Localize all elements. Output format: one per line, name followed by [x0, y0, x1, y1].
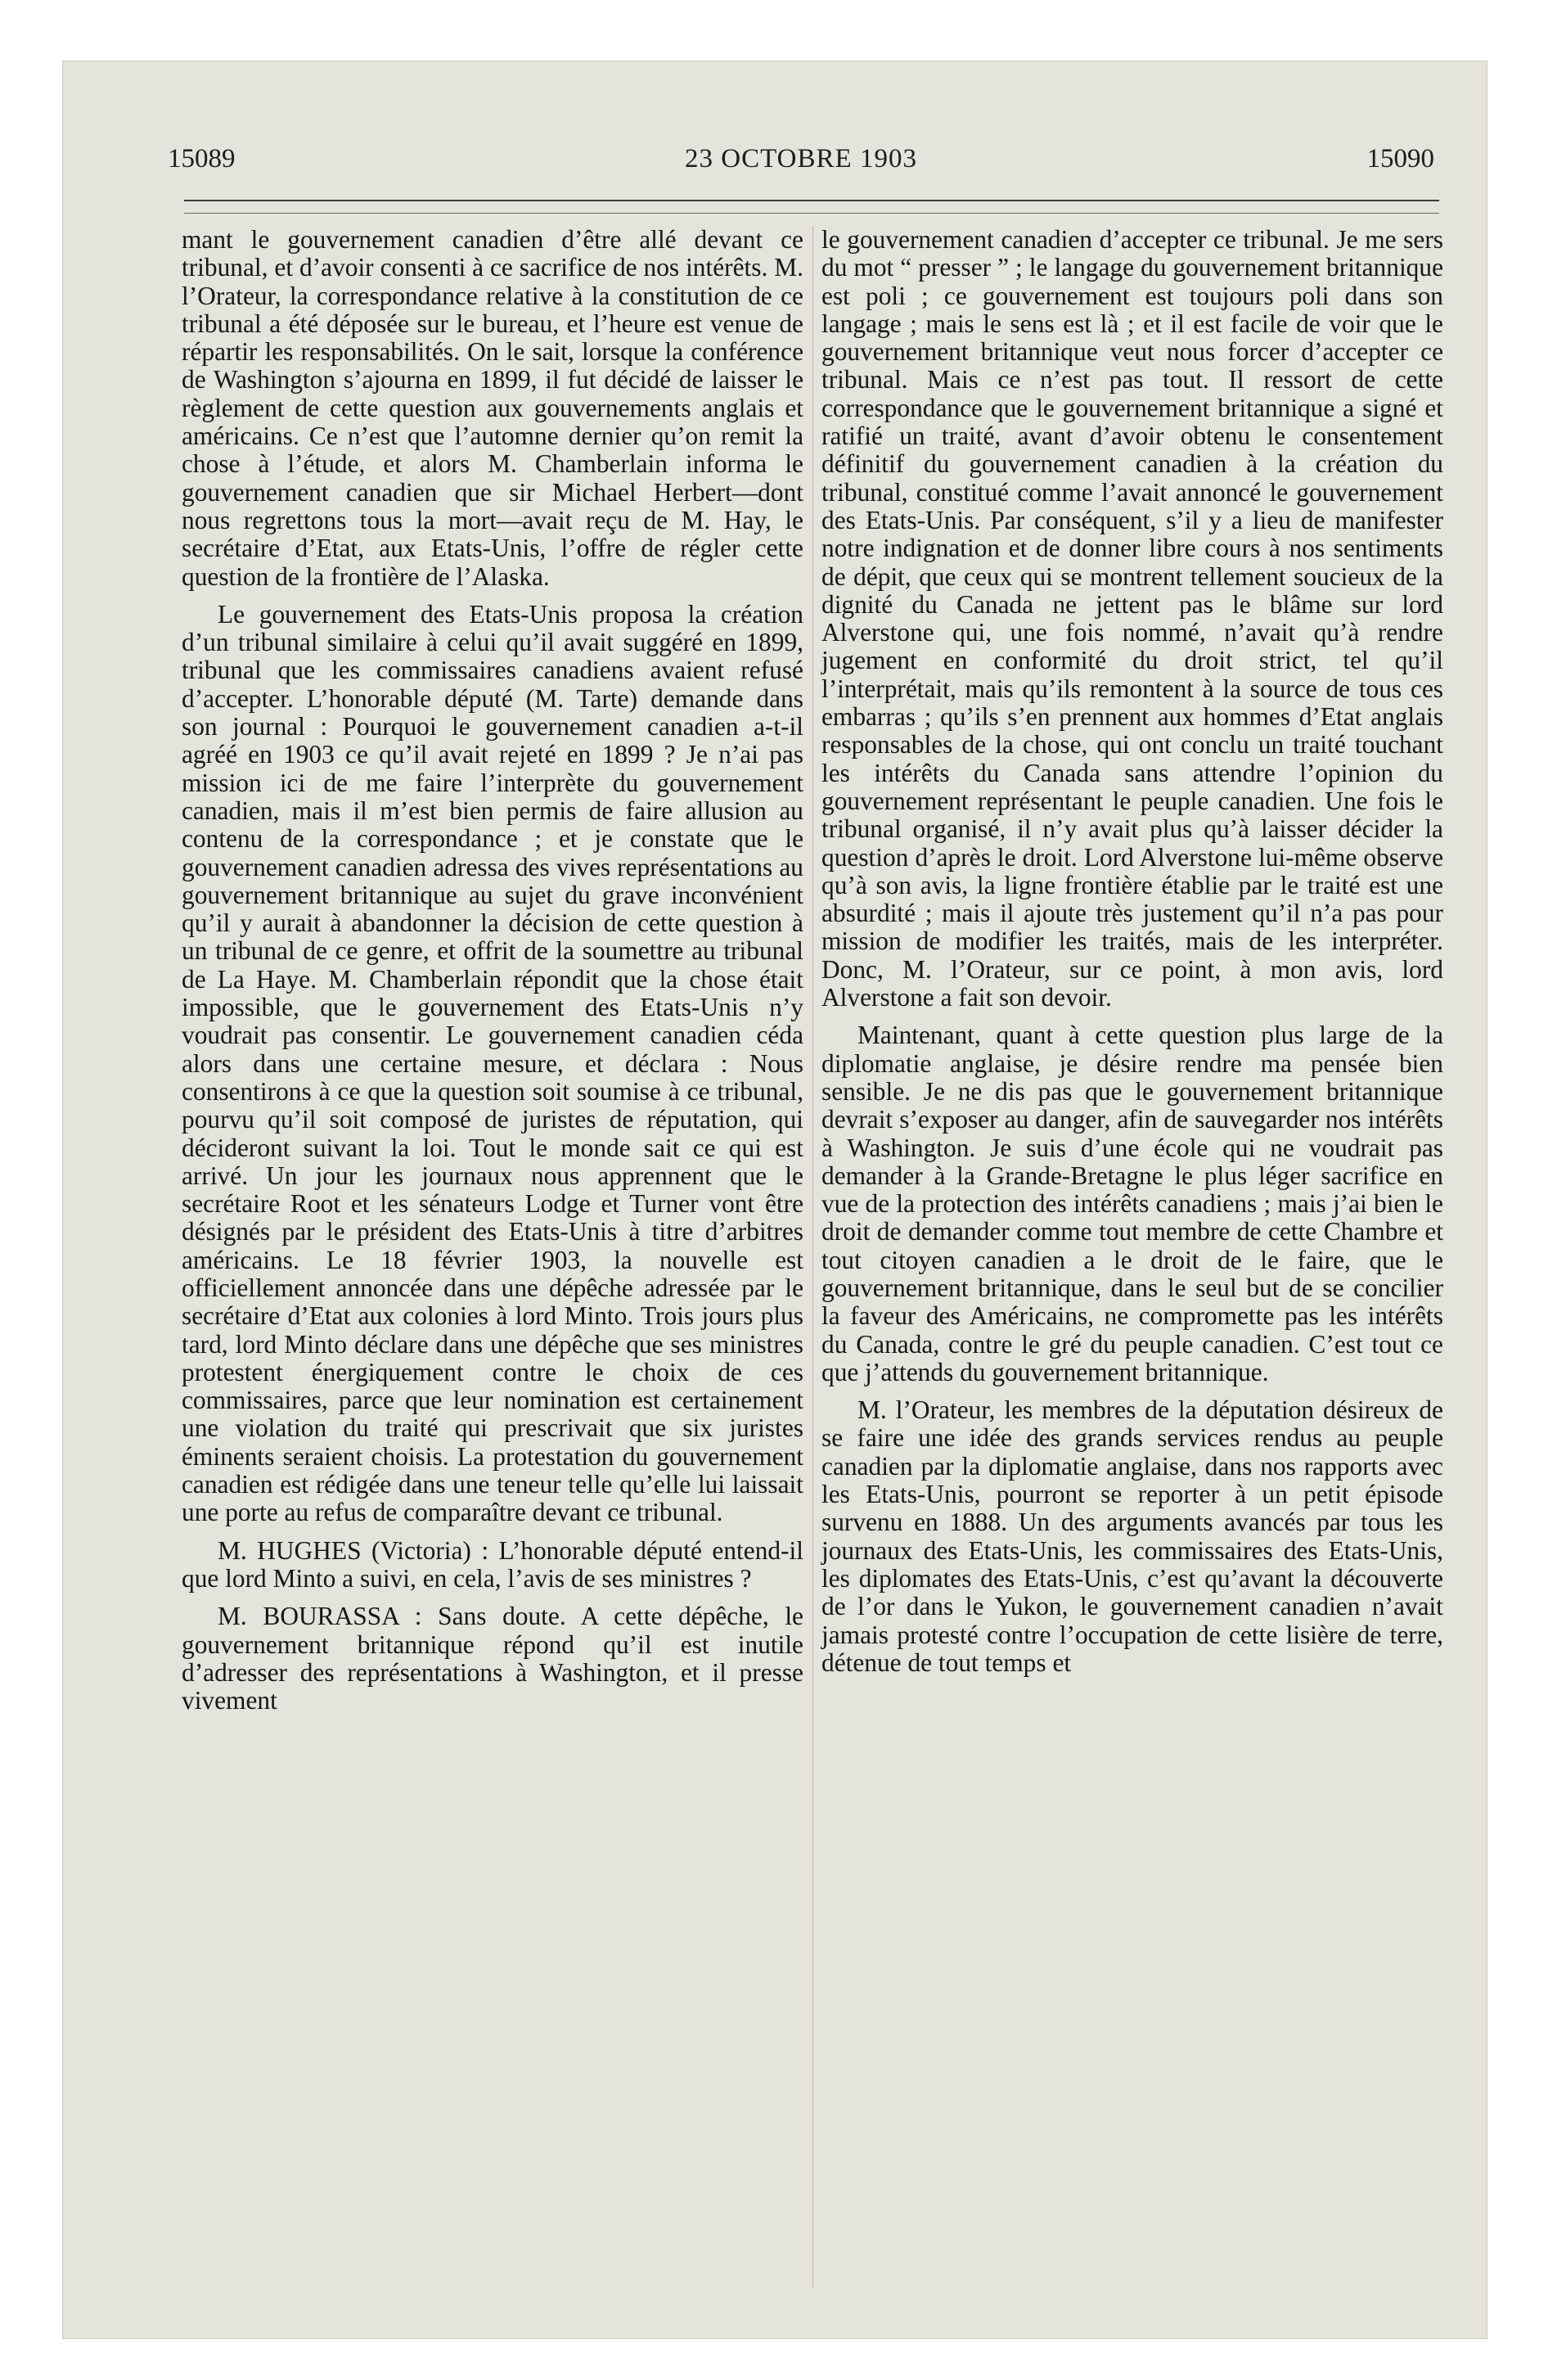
paragraph: Le gouvernement des Etats-Unis proposa la création d’un tribunal similaire à celui qu’il avait suggéré en 1899, tribunal que les commissaires canadiens avaient refusé d’accepter. L’honorable député (M. Tarte) demande dans son journal : Pourquoi le gouvernement canadien a-t-il agréé en 1903 ce qu’il avait rejeté en 1899 ? Je n’ai pas mission ici de me faire l’interprète du gouvernement canadien, mais il m’est bien permis de faire allusion au contenu de la correspondance ; et je constate que le gouvernement canadien adressa des vives représentations au gouvernement britannique au sujet du grave inconvénient qu’il y aurait à abandonner la décision de cette question à un tribunal de ce genre, et offrit de la soumettre au tribunal de La Haye. M. Chamberlain répondit que la chose était impossible, que le gouvernement des Etats-Unis n’y voudrait pas consentir. Le gouvernement canadien céda alors dans une certaine mesure, et déclara : Nous consentirons à ce que la question soit soumise à ce tribunal, pourvu qu’il soit composé de juristes de réputation, qui décideront suivant la loi. Tout le monde sait ce qui est arrivé. Un jour les journaux nous apprennent que le secrétaire Root et les sénateurs Lodge et Turner vont être désignés par le président des Etats-Unis à titre d’arbitres américains. Le 18 février 1903, la nouvelle est officiellement annoncée dans une dépêche adressée par le secrétaire d’Etat aux colonies à lord Minto. Trois jours plus tard, lord Minto déclare dans une dépêche que ses ministres protestent énergiquement contre le choix de ces commissaires, parce que leur nomination est certainement une violation du traité qui prescrivait que six juristes éminents seraient choisis. La protestation du gouvernement canadien est rédigée dans une teneur telle qu’elle lui laissait une porte au refus de comparaître devant ce tribunal.	[182, 599, 803, 1527]
paragraph: M. HUGHES (Victoria) : L’honorable député entend-il que lord Minto a suivi, en cela, l’avis de ses ministres ?	[182, 1535, 803, 1593]
page-header	[168, 139, 1434, 188]
header-rule-thin	[184, 213, 1439, 214]
paragraph: le gouvernement canadien d’accepter ce tribunal. Je me sers du mot “ presser ” ; le langage du gouvernement britannique est poli ; ce gouvernement est toujours poli dans son langage ; mais le sens est là ; et il est facile de voir que le gouvernement britannique veut nous forcer d’accepter ce tribunal. Mais ce n’est pas tout. Il ressort de cette correspondance que le gouvernement britannique a signé et ratifié un traité, avant d’avoir obtenu le consentement définitif du gouvernement canadien à la création du tribunal, constitué comme l’avait annoncé le gouvernement des Etats-Unis. Par conséquent, s’il y a lieu de manifester notre indignation et de donner libre cours à nos sentiments de dépit, que ceux qui se montrent tellement soucieux de la dignité du Canada ne jettent pas le blâme sur lord Alverstone qui, une fois nommé, n’avait qu’à rendre jugement en conformité du droit strict, tel qu’il l’interprétait, mais qu’ils remontent à la source de tous ces embarras ; qu’ils s’en prennent aux hommes d’Etat anglais responsables de la chose, qui ont conclu un traité touchant les intérêts du Canada sans attendre l’opinion du gouvernement représentant le peuple canadien. Une fois le tribunal organisé, il n’y avait plus qu’à laisser décider la question d’après le droit. Lord Alverstone lui-même observe qu’à son avis, la ligne frontière établie par le traité est une absurdité ; mais il ajoute très justement qu’il n’a pas pour mission de modifier les traités, mais de les interpréter. Donc, M. l’Orateur, sur ce point, à mon avis, lord Alverstone a fait son devoir.	[821, 225, 1443, 1012]
page-number-left: 15089	[168, 144, 236, 174]
paragraph: mant le gouvernement canadien d’être allé devant ce tribunal, et d’avoir consenti à ce sacrifice de nos intérêts. M. l’Orateur, la correspondance relative à la constitution de ce tribunal a été déposée sur le bureau, et l’heure est venue de répartir les responsabilités. On le sait, lorsque la conférence de Washington s’ajourna en 1899, il fut décidé de laisser le règlement de cette question aux gouvernements anglais et américains. Ce n’est que l’automne dernier qu’on remit la chose à l’étude, et alors M. Chamberlain informa le gouvernement canadien que sir Michael Herbert—dont nous regrettons tous la mort—avait reçu de M. Hay, le secrétaire d’Etat, aux Etats-Unis, l’offre de régler cette question de la frontière de l’Alaska.	[182, 225, 803, 591]
header-rule	[184, 200, 1439, 201]
right-column	[821, 226, 1443, 1687]
left-column	[182, 226, 803, 1724]
paragraph: M. BOURASSA : Sans doute. A cette dépêche, le gouvernement britannique répond qu’il est inutile d’adresser des représentations à Washington, et il presse vivement	[182, 1602, 803, 1715]
paragraph: M. l’Orateur, les membres de la députation désireux de se faire une idée des grands services rendus au peuple canadien par la diplomatie anglaise, dans nos rapports avec les Etats-Unis, pourront se reporter à un petit épisode survenu en 1888. Un des arguments avancés par tous les journaux des Etats-Unis, les commissaires des Etats-Unis, les diplomates des Etats-Unis, c’est qu’avant la découverte de l’or dans le Yukon, le gouvernement canadien n’avait jamais protesté contre l’occupation de cette lisière de terre, détenue de tout temps et	[821, 1395, 1443, 1677]
column-divider	[812, 226, 813, 2288]
paragraph: Maintenant, quant à cette question plus large de la diplomatie anglaise, je désire rendre ma pensée bien sensible. Je ne dis pas que le gouvernement britannique devrait s’exposer au danger, afin de sauvegarder nos intérêts à Washington. Je suis d’une école qui ne voudrait pas demander à la Grande-Bretagne le plus léger sacrifice en vue de la protection des intérêts canadiens ; mais j’ai bien le droit de demander comme tout membre de cette Chambre et tout citoyen canadien a le droit de le faire, que le gouvernement britannique, dans le seul but de se concilier la faveur des Américains, ne compromette pas les intérêts du Canada, contre le gré du peuple canadien. C’est tout ce que j’attends du gouvernement britannique.	[821, 1021, 1443, 1386]
page-number-right: 15090	[1366, 144, 1434, 174]
header-date: 23 OCTOBRE 1903	[685, 144, 917, 174]
